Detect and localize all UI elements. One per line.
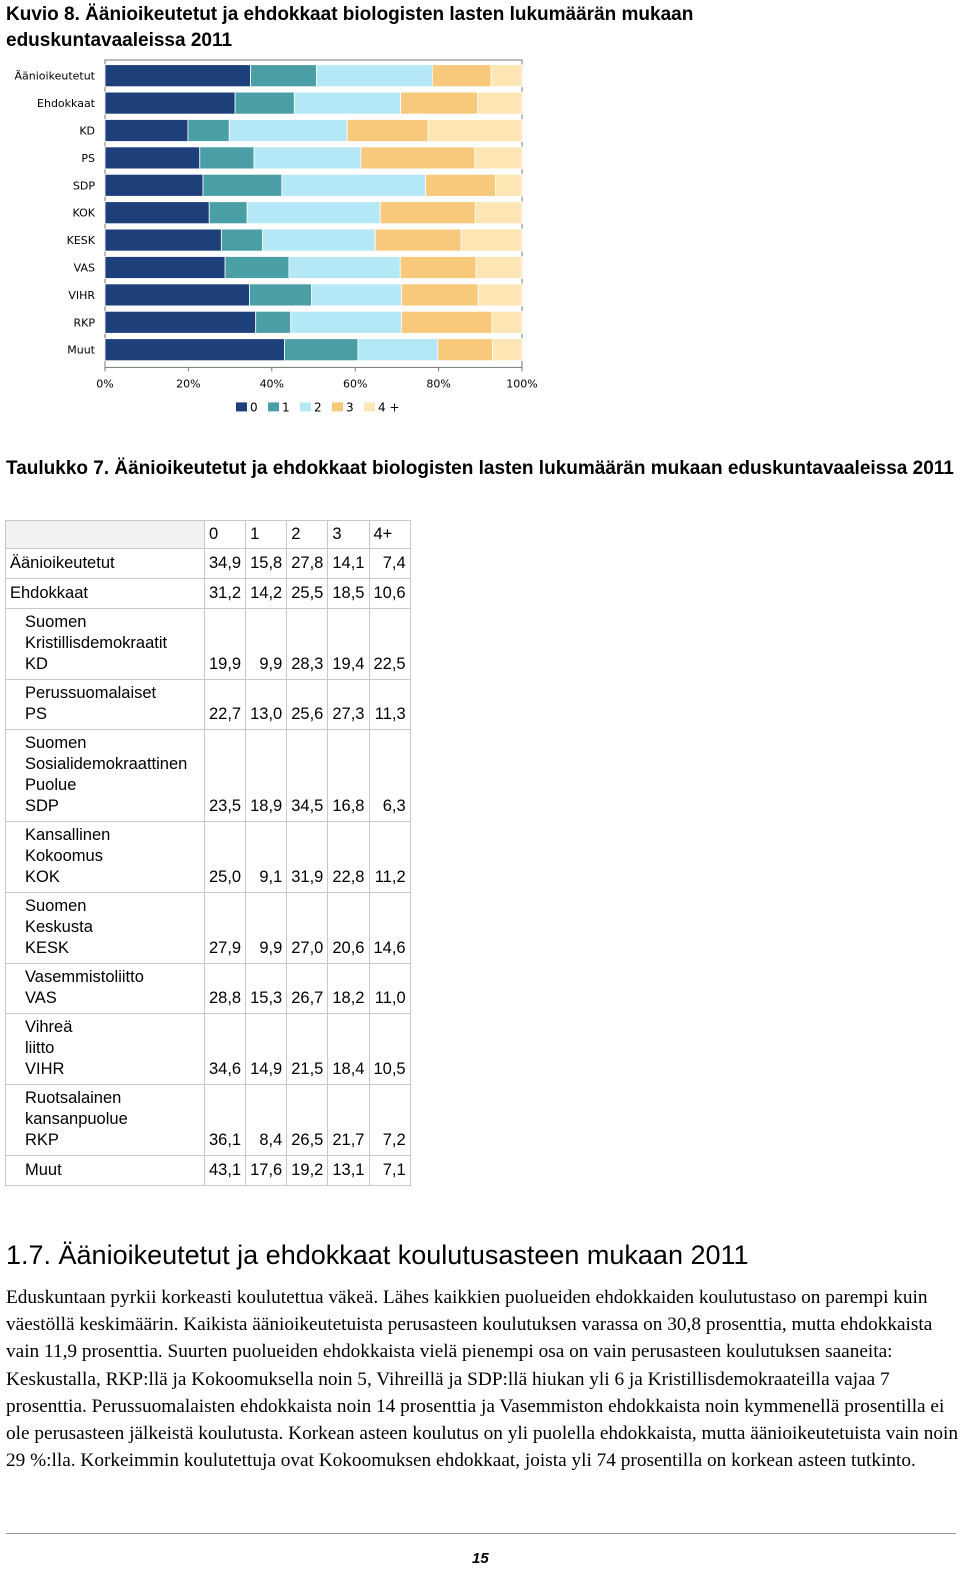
table-cell: 25,0 xyxy=(205,822,246,893)
row-label-line: SDP xyxy=(25,797,59,815)
row-label-line: Suomen xyxy=(25,897,87,915)
row-label-line: Vihreä xyxy=(25,1018,73,1036)
table-body xyxy=(6,549,411,1186)
table-cell: 21,7 xyxy=(328,1085,369,1156)
bar-segment xyxy=(235,92,294,114)
row-label-line: KD xyxy=(25,655,48,673)
category-label: Äänioikeutetut xyxy=(14,69,95,83)
bar-segment xyxy=(475,202,522,224)
data-table xyxy=(5,520,411,1186)
row-label xyxy=(6,1156,205,1186)
column-header: 3 xyxy=(328,521,369,549)
table-cell: 14,2 xyxy=(246,579,287,609)
category-label: KOK xyxy=(72,206,95,220)
bar-segment xyxy=(105,339,285,361)
table-cell: 27,0 xyxy=(287,893,328,964)
row-label-line: KOK xyxy=(25,868,60,886)
bar-segment xyxy=(432,65,491,87)
table-cell: 31,9 xyxy=(287,822,328,893)
table-cell: 9,9 xyxy=(246,893,287,964)
bar-segment xyxy=(229,120,347,142)
table-cell: 22,7 xyxy=(205,680,246,730)
row-label xyxy=(6,680,205,730)
stacked-bar-chart xyxy=(0,55,560,420)
bar-segment xyxy=(105,257,225,279)
column-header: 2 xyxy=(287,521,328,549)
row-label xyxy=(6,1014,205,1085)
bar-segment xyxy=(188,120,229,142)
bar-segment xyxy=(282,174,426,196)
legend-label: 1 xyxy=(282,400,290,415)
table-cell: 14,9 xyxy=(246,1014,287,1085)
bar-segment xyxy=(476,257,522,279)
bar-segment xyxy=(105,311,256,333)
table-cell: 19,9 xyxy=(205,609,246,680)
table-corner-cell xyxy=(6,521,205,549)
bar-segment xyxy=(105,147,200,169)
row-label xyxy=(6,822,205,893)
table-cell: 18,5 xyxy=(328,579,369,609)
category-label: KD xyxy=(79,124,95,138)
x-tick-label: 100% xyxy=(506,377,538,391)
bar-segment xyxy=(347,120,428,142)
row-label-line: Vasemmistoliitto xyxy=(25,968,144,986)
footer-divider xyxy=(6,1533,956,1534)
bar-segment xyxy=(358,339,438,361)
row-label xyxy=(6,893,205,964)
bar-segment xyxy=(294,92,400,114)
bar-segment xyxy=(105,174,203,196)
table-header-row xyxy=(6,521,411,549)
bar-segment xyxy=(380,202,475,224)
table-cell: 43,1 xyxy=(205,1156,246,1186)
table-cell: 6,3 xyxy=(369,730,410,822)
table-cell: 7,1 xyxy=(369,1156,410,1186)
column-header: 1 xyxy=(246,521,287,549)
row-label xyxy=(6,579,205,609)
table-cell: 36,1 xyxy=(205,1085,246,1156)
table-cell: 34,5 xyxy=(287,730,328,822)
row-label-line: RKP xyxy=(25,1131,59,1149)
category-label: Ehdokkaat xyxy=(37,97,95,111)
table-cell: 13,1 xyxy=(328,1156,369,1186)
table-row xyxy=(6,822,411,893)
table-cell: 7,4 xyxy=(369,549,410,579)
table-cell: 18,2 xyxy=(328,964,369,1014)
bar-segment xyxy=(461,229,522,251)
bar-segment xyxy=(496,174,522,196)
bar-segment xyxy=(105,120,188,142)
table-cell: 17,6 xyxy=(246,1156,287,1186)
x-tick-label: 60% xyxy=(342,377,368,391)
table-cell: 34,6 xyxy=(205,1014,246,1085)
row-label-line: KESK xyxy=(25,939,70,957)
row-label xyxy=(6,1085,205,1156)
table-cell: 11,2 xyxy=(369,822,410,893)
row-label-line: Suomen xyxy=(25,613,87,631)
bar-segment xyxy=(478,284,522,306)
bar-segment xyxy=(291,311,402,333)
row-label xyxy=(6,964,205,1014)
row-label-line: Ehdokkaat xyxy=(10,584,88,602)
legend-label: 0 xyxy=(250,400,258,415)
page-number: 15 xyxy=(472,1550,489,1567)
row-label-line: Kokoomus xyxy=(25,847,103,865)
category-label: VIHR xyxy=(68,288,95,302)
bar-segment xyxy=(426,174,496,196)
table-cell: 22,8 xyxy=(328,822,369,893)
bar-segment xyxy=(254,147,361,169)
row-label-line: Kristillisdemokraatit xyxy=(25,634,168,652)
table-row xyxy=(6,609,411,680)
x-tick-label: 80% xyxy=(426,377,451,391)
table-title: Taulukko 7. Äänioikeutetut ja ehdokkaat biologisten lasten lukumäärän mukaan eduskuntavaaleissa 2011 xyxy=(6,458,954,479)
table-cell: 21,5 xyxy=(287,1014,328,1085)
table-cell: 13,0 xyxy=(246,680,287,730)
bar-segment xyxy=(312,284,402,306)
legend-swatch xyxy=(268,402,279,411)
table-cell: 10,5 xyxy=(369,1014,410,1085)
legend-swatch xyxy=(332,402,343,411)
table-cell: 23,5 xyxy=(205,730,246,822)
table-cell: 27,8 xyxy=(287,549,328,579)
row-label xyxy=(6,730,205,822)
row-label-line: liitto xyxy=(25,1039,55,1057)
table-cell: 26,7 xyxy=(287,964,328,1014)
bar-segment xyxy=(401,311,492,333)
row-label-line: Suomen xyxy=(25,734,87,752)
bar-segment xyxy=(375,229,461,251)
category-label: SDP xyxy=(72,179,95,193)
table-row xyxy=(6,680,411,730)
table-cell: 34,9 xyxy=(205,549,246,579)
body-paragraph: Eduskuntaan pyrkii korkeasti koulutettua väkeä. Lähes kaikkien puolueiden ehdokkaiden koulutustaso on parempi kuin väestöllä keskimäärin. Kaikista äänioikeutetuista perusasteen koulutuksen varassa on 30,8 prosenttia, mutta ehdokkaista vain 11,9 prosenttia. Suurten puolueiden ehdokkaista vielä pienempi osa on vain perusasteen koulutuksen saaneita: Keskustalla, RKP:llä ja Kokoomuksella noin 5, Vihreillä ja SDP:llä hiukan yli 6 ja Kristillisdemokraateilla vajaa 7 prosenttia. Perussuomalaisten ehdokkaista noin 14 prosenttia ja Vasemmiston ehdokkaista noin kymmenellä prosentilla ei ole perusasteen jälkeistä koulutusta. Korkean asteen koulutus on yli puolella ehdokkaista, mutta äänioikeutetuista vain noin 29 %:lla. Korkeimmin koulutettuja ovat Kokoomuksen ehdokkaat, joista yli 74 prosentilla on korkean asteen tutkinto. xyxy=(6,1287,959,1472)
row-label-line: VAS xyxy=(25,989,57,1007)
bar-segment xyxy=(249,284,311,306)
table-row xyxy=(6,549,411,579)
row-label-line: Perussuomalaiset xyxy=(25,684,157,702)
bar-segment xyxy=(225,257,289,279)
table-cell: 18,9 xyxy=(246,730,287,822)
bar-segment xyxy=(401,92,478,114)
table-cell: 8,4 xyxy=(246,1085,287,1156)
column-header: 4+ xyxy=(369,521,410,549)
bar-segment xyxy=(316,65,432,87)
column-header: 0 xyxy=(205,521,246,549)
table-cell: 31,2 xyxy=(205,579,246,609)
table-cell: 19,2 xyxy=(287,1156,328,1186)
table-row xyxy=(6,579,411,609)
table-cell: 28,3 xyxy=(287,609,328,680)
bar-segment xyxy=(251,65,317,87)
table-cell: 9,9 xyxy=(246,609,287,680)
bar-segment xyxy=(492,311,522,333)
row-label-line: kansanpuolue xyxy=(25,1110,128,1128)
bar-segment xyxy=(428,120,522,142)
table-row xyxy=(6,1085,411,1156)
table-row xyxy=(6,1156,411,1186)
bar-segment xyxy=(105,92,235,114)
table-row xyxy=(6,1014,411,1085)
row-label-line: Keskusta xyxy=(25,918,93,936)
legend-label: 2 xyxy=(314,400,322,415)
x-tick-label: 0% xyxy=(96,377,114,391)
bar-segment xyxy=(105,65,251,87)
table-cell: 15,3 xyxy=(246,964,287,1014)
bar-segment xyxy=(247,202,380,224)
table-row xyxy=(6,893,411,964)
bar-segment xyxy=(200,147,254,169)
bar-segment xyxy=(209,202,247,224)
table-cell: 18,4 xyxy=(328,1014,369,1085)
bar-segment xyxy=(105,284,249,306)
bar-segment xyxy=(475,147,522,169)
bar-segment xyxy=(401,284,478,306)
category-label: PS xyxy=(81,151,95,165)
bar-segment xyxy=(203,174,282,196)
legend-swatch xyxy=(364,402,375,411)
x-tick-label: 20% xyxy=(176,377,201,391)
table-row xyxy=(6,964,411,1014)
table-cell: 25,6 xyxy=(287,680,328,730)
bar-segment xyxy=(289,257,400,279)
legend-label: 3 xyxy=(346,400,354,415)
row-label-line: Sosialidemokraattinen xyxy=(25,755,188,773)
category-label: KESK xyxy=(66,234,95,248)
row-label-line: PS xyxy=(25,705,48,723)
bar-segment xyxy=(263,229,376,251)
bar-segment xyxy=(105,202,209,224)
bar-segment xyxy=(361,147,475,169)
section-heading: 1.7. Äänioikeutetut ja ehdokkaat koulutusasteen mukaan 2011 xyxy=(6,1240,749,1270)
table-cell: 14,6 xyxy=(369,893,410,964)
table-cell: 22,5 xyxy=(369,609,410,680)
chart-title: Kuvio 8. Äänioikeutetut ja ehdokkaat biologisten lasten lukumäärän mukaan eduskuntavaaleissa 2011 xyxy=(6,4,694,51)
bar-segment xyxy=(285,339,358,361)
bar-segment xyxy=(105,229,221,251)
table-cell: 7,2 xyxy=(369,1085,410,1156)
bar-segment xyxy=(491,65,522,87)
table-cell: 20,6 xyxy=(328,893,369,964)
bar-segment xyxy=(256,311,291,333)
table-cell: 19,4 xyxy=(328,609,369,680)
row-label-line: VIHR xyxy=(25,1060,65,1078)
row-label xyxy=(6,549,205,579)
table-cell: 14,1 xyxy=(328,549,369,579)
bar-segment xyxy=(438,339,493,361)
row-label-line: Kansallinen xyxy=(25,826,111,844)
table-cell: 27,9 xyxy=(205,893,246,964)
category-label: VAS xyxy=(73,261,95,275)
row-label-line: Äänioikeutetut xyxy=(10,554,115,572)
x-tick-label: 40% xyxy=(259,377,285,391)
table-cell: 26,5 xyxy=(287,1085,328,1156)
table-cell: 10,6 xyxy=(369,579,410,609)
table-cell: 27,3 xyxy=(328,680,369,730)
row-label-line: Puolue xyxy=(25,776,77,794)
legend-swatch xyxy=(236,402,247,411)
category-label: Muut xyxy=(67,343,95,357)
legend-swatch xyxy=(300,402,311,411)
legend-label: 4 + xyxy=(378,400,400,415)
row-label-line: Muut xyxy=(25,1161,62,1179)
bar-segment xyxy=(221,229,262,251)
row-label-line: Ruotsalainen xyxy=(25,1089,122,1107)
category-label: RKP xyxy=(73,316,95,330)
bar-segment xyxy=(400,257,476,279)
bar-segment xyxy=(492,339,522,361)
table-row xyxy=(6,730,411,822)
table-cell: 11,3 xyxy=(369,680,410,730)
table-cell: 25,5 xyxy=(287,579,328,609)
table-cell: 11,0 xyxy=(369,964,410,1014)
row-label xyxy=(6,609,205,680)
table-cell: 16,8 xyxy=(328,730,369,822)
table-cell: 28,8 xyxy=(205,964,246,1014)
table-cell: 15,8 xyxy=(246,549,287,579)
table-cell: 9,1 xyxy=(246,822,287,893)
bar-segment xyxy=(478,92,522,114)
